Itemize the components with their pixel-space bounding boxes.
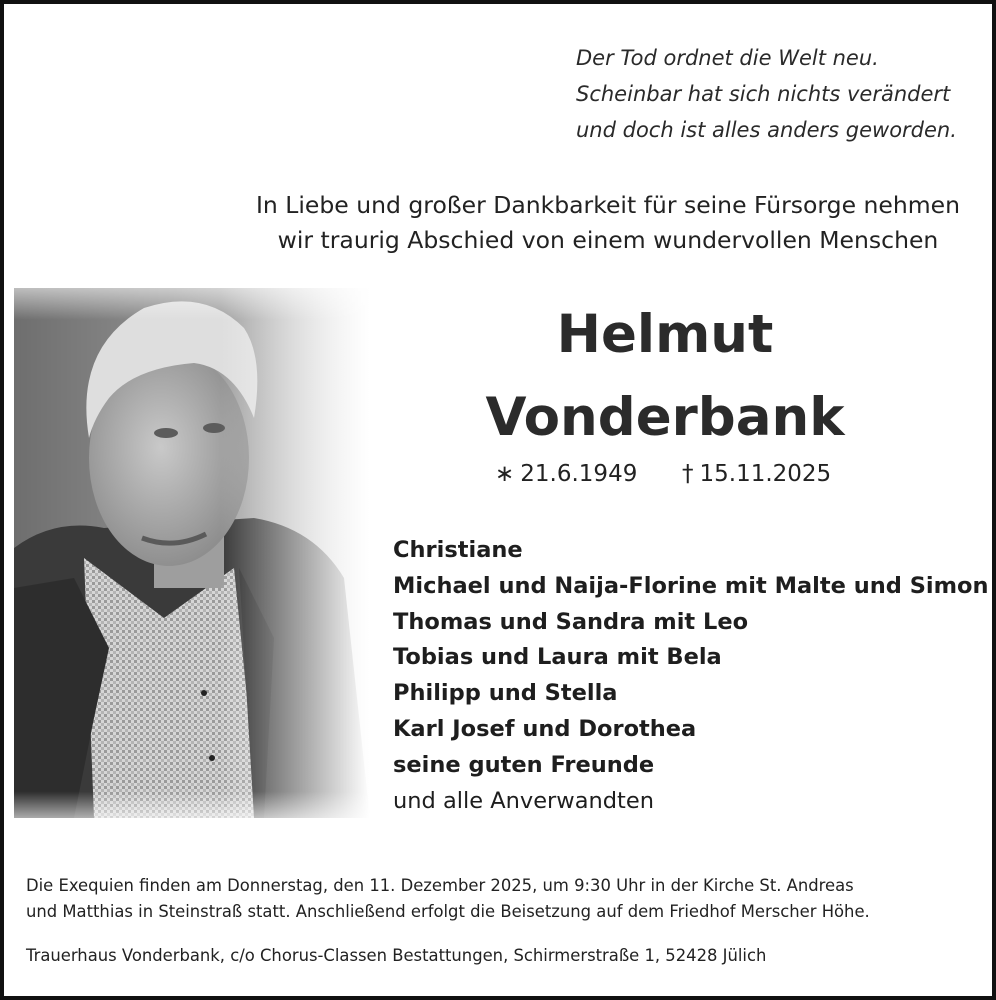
quote-line: Der Tod ordnet die Welt neu. — [576, 46, 879, 70]
intro-line: In Liebe und großer Dankbarkeit für seine Fürsorge nehmen — [256, 191, 960, 219]
mourner-entry: Tobias und Laura mit Bela — [393, 644, 722, 671]
birth-date — [495, 459, 637, 489]
service-info — [26, 873, 972, 925]
contact-address: Trauerhaus Vonderbank, c/o Chorus-Classen Bestattungen, Schirmerstraße 1, 52428 Jülich — [26, 946, 767, 965]
deceased-last-name: Vonderbank — [485, 387, 845, 448]
star-icon: ∗ — [495, 461, 515, 487]
intro-line: wir traurig Abschied von einem wundervollen Menschen — [277, 226, 939, 254]
cross-icon: † — [682, 461, 694, 487]
birth-date-value: 21.6.1949 — [520, 461, 638, 487]
service-line: Die Exequien finden am Donnerstag, den 11. Dezember 2025, um 9:30 Uhr in der Kirche St. Andreas — [26, 876, 854, 895]
intro-text — [228, 188, 988, 258]
mourner-entry: Karl Josef und Dorothea — [393, 715, 697, 742]
mourners-list — [393, 533, 989, 819]
deceased-first-name: Helmut — [556, 304, 774, 365]
mourner-entry: Michael und Naija-Florine mit Malte und Simon — [393, 572, 989, 599]
mourner-entry: Christiane — [393, 537, 523, 563]
memorial-quote — [576, 40, 957, 148]
death-date-value: 15.11.2025 — [699, 461, 832, 487]
quote-line: Scheinbar hat sich nichts verändert — [576, 82, 951, 106]
mourner-entry: seine guten Freunde — [393, 751, 655, 778]
mourner-entry: Philipp und Stella — [393, 680, 618, 707]
death-date — [682, 459, 831, 489]
portrait-photo — [14, 288, 370, 818]
mourner-entry: und alle Anverwandten — [393, 787, 654, 814]
quote-line: und doch ist alles anders geworden. — [576, 118, 957, 142]
service-line: und Matthias in Steinstraß statt. Anschließend erfolgt die Beisetzung auf dem Friedhof Merscher Höhe. — [26, 902, 870, 921]
mourner-entry: Thomas und Sandra mit Leo — [393, 608, 749, 635]
